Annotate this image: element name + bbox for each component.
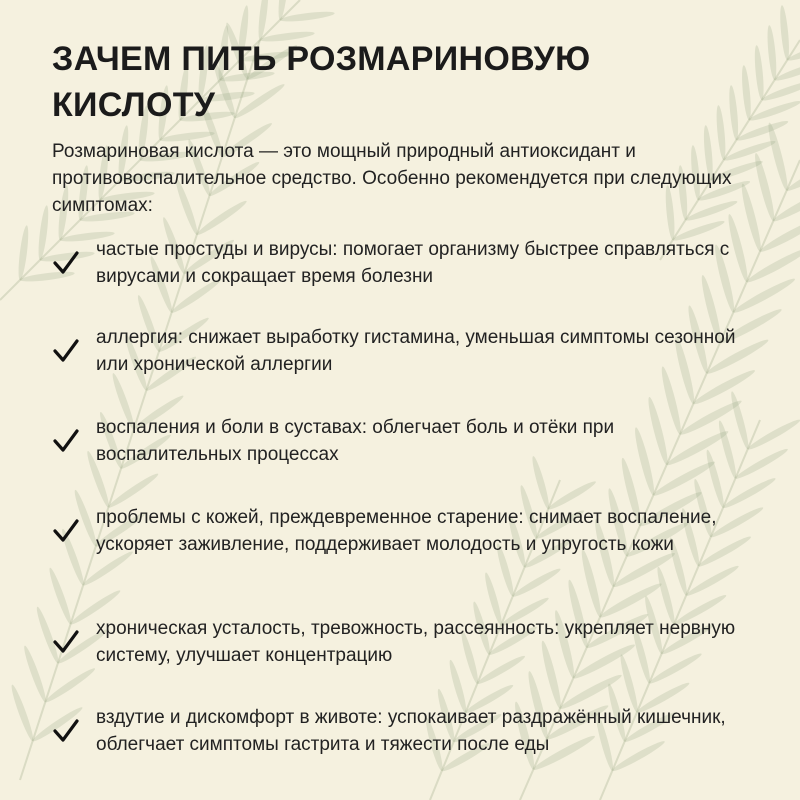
list-item — [52, 615, 752, 669]
page-title: ЗАЧЕМ ПИТЬ РОЗМАРИНОВУЮ КИСЛОТУ — [52, 40, 591, 124]
list-item — [52, 414, 752, 468]
check-icon — [52, 515, 96, 547]
check-icon — [52, 715, 96, 747]
list-item — [52, 236, 752, 290]
list-item-text: хроническая усталость, тревожность, рассеянность: укрепляет нервную систему, улучшает концентрацию — [96, 618, 736, 666]
check-icon — [52, 425, 96, 457]
list-item-text: воспаления и боли в суставах: облегчает боль и отёки при воспалительных процессах — [96, 417, 615, 465]
list-item-text: частые простуды и вирусы: помогает организму быстрее справляться с вирусами и сокращает время болезни — [96, 239, 730, 287]
list-item — [52, 704, 752, 758]
list-item — [52, 504, 752, 558]
list-item-text: вздутие и дискомфорт в животе: успокаивает раздражённый кишечник, облегчает симптомы гастрита и тяжести после еды — [96, 707, 726, 755]
check-icon — [52, 626, 96, 658]
list-item — [52, 324, 752, 378]
intro-paragraph: Розмариновая кислота — это мощный природный антиоксидант и противовоспалительное средство. Особенно рекомендуется при следующих симптомах: — [52, 141, 732, 216]
check-icon — [52, 247, 96, 279]
list-item-text: проблемы с кожей, преждевременное старение: снимает воспаление, ускоряет заживление, поддерживает молодость и упругость кожи — [96, 507, 717, 555]
list-item-text: аллергия: снижает выработку гистамина, уменьшая симптомы сезонной или хронической аллергии — [96, 327, 736, 375]
check-icon — [52, 335, 96, 367]
